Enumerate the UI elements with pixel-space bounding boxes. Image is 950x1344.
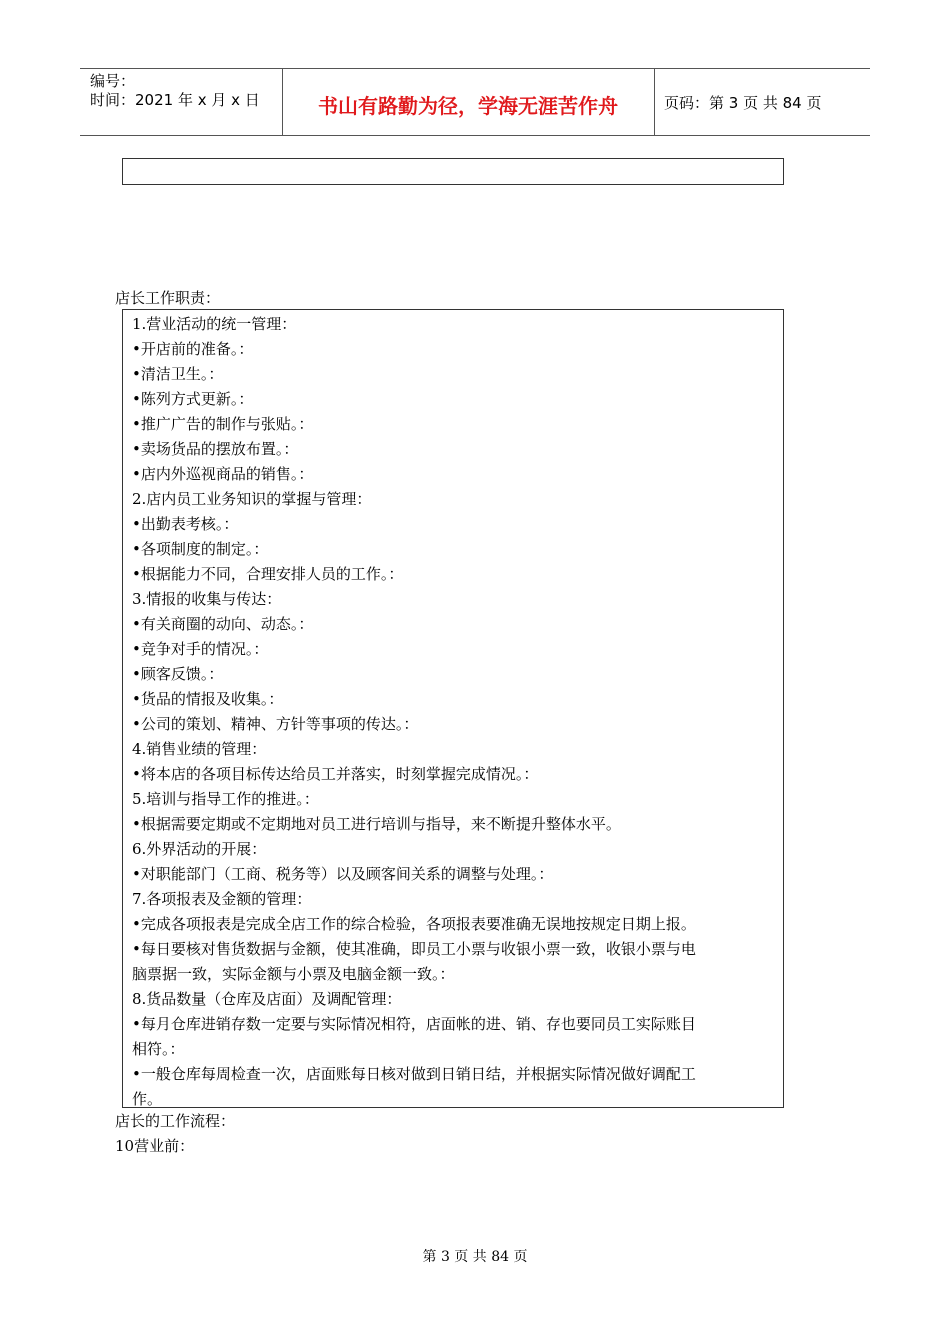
duty-line: •各项制度的制定。： bbox=[132, 540, 269, 558]
header-top-border bbox=[80, 68, 870, 69]
duty-line: •卖场货品的摆放布置。： bbox=[132, 440, 299, 458]
workflow-step-before-opening: 10营业前： bbox=[115, 1137, 195, 1155]
duty-line: •开店前的准备。： bbox=[132, 340, 254, 358]
duty-line: •将本店的各项目标传达给员工并落实，时刻掌握完成情况。： bbox=[132, 765, 539, 783]
duty-line: •顾客反馈。： bbox=[132, 665, 224, 683]
duty-line: •推广广告的制作与张贴。： bbox=[132, 415, 314, 433]
document-time-label: 时间：2021 年 x 月 x 日 bbox=[90, 91, 260, 109]
duty-line: 8.货品数量（仓库及店面）及调配管理： bbox=[132, 990, 402, 1008]
duty-line: •根据需要定期或不定期地对员工进行培训与指导，来不断提升整体水平。 bbox=[132, 815, 621, 833]
duty-line: 5.培训与指导工作的推进。： bbox=[132, 790, 319, 808]
duty-line: 4.销售业绩的管理： bbox=[132, 740, 267, 758]
duty-line: •有关商圈的动向、动态。： bbox=[132, 615, 314, 633]
duty-line: 2.店内员工业务知识的掌握与管理： bbox=[132, 490, 372, 508]
header-bottom-border bbox=[80, 135, 870, 136]
duty-line: 6.外界活动的开展： bbox=[132, 840, 267, 858]
footer-page-number: 第 3 页 共 84 页 bbox=[422, 1249, 528, 1265]
duty-line: 脑票据一致，实际金额与小票及电脑金额一致。： bbox=[132, 965, 455, 983]
duty-line: 相符。： bbox=[132, 1040, 185, 1058]
duty-line: •店内外巡视商品的销售。： bbox=[132, 465, 314, 483]
workflow-title: 店长的工作流程： bbox=[115, 1112, 236, 1130]
duty-line: •竞争对手的情况。： bbox=[132, 640, 269, 658]
duty-line: •每月仓库进销存数一定要与实际情况相符，店面帐的进、销、存也要同员工实际账目 bbox=[132, 1015, 696, 1033]
duty-line: 7.各项报表及金额的管理： bbox=[132, 890, 312, 908]
duty-line: •陈列方式更新。： bbox=[132, 390, 254, 408]
duty-line: 3.情报的收集与传达： bbox=[132, 590, 282, 608]
duty-line: •每日要核对售货数据与金额，使其准确，即员工小票与收银小票一致，收银小票与电 bbox=[132, 940, 696, 958]
duty-line: 作。 bbox=[132, 1090, 163, 1108]
duties-list bbox=[132, 312, 777, 1112]
empty-table-box bbox=[122, 158, 784, 185]
duty-line: •一般仓库每周检查一次，店面账每日核对做到日销日结，并根据实际情况做好调配工 bbox=[132, 1065, 696, 1083]
duty-line: •对职能部门（工商、税务等）以及顾客间关系的调整与处理。： bbox=[132, 865, 554, 883]
duty-line: •清洁卫生。： bbox=[132, 365, 224, 383]
duties-title: 店长工作职责： bbox=[115, 289, 221, 307]
duty-line: •出勤表考核。： bbox=[132, 515, 239, 533]
header-motto: 书山有路勤为径，学海无涯苦作舟 bbox=[318, 94, 618, 118]
header-divider-right bbox=[654, 68, 655, 136]
duty-line: •根据能力不同，合理安排人员的工作。： bbox=[132, 565, 404, 583]
duty-line: •公司的策划、精神、方针等事项的传达。： bbox=[132, 715, 419, 733]
document-number-label: 编号： bbox=[90, 72, 136, 90]
duty-line: 1.营业活动的统一管理： bbox=[132, 315, 297, 333]
header-page-label: 页码：第 3 页 共 84 页 bbox=[664, 94, 822, 112]
duty-line: •完成各项报表是完成全店工作的综合检验，各项报表要准确无误地按规定日期上报。 bbox=[132, 915, 696, 933]
duty-line: •货品的情报及收集。： bbox=[132, 690, 284, 708]
